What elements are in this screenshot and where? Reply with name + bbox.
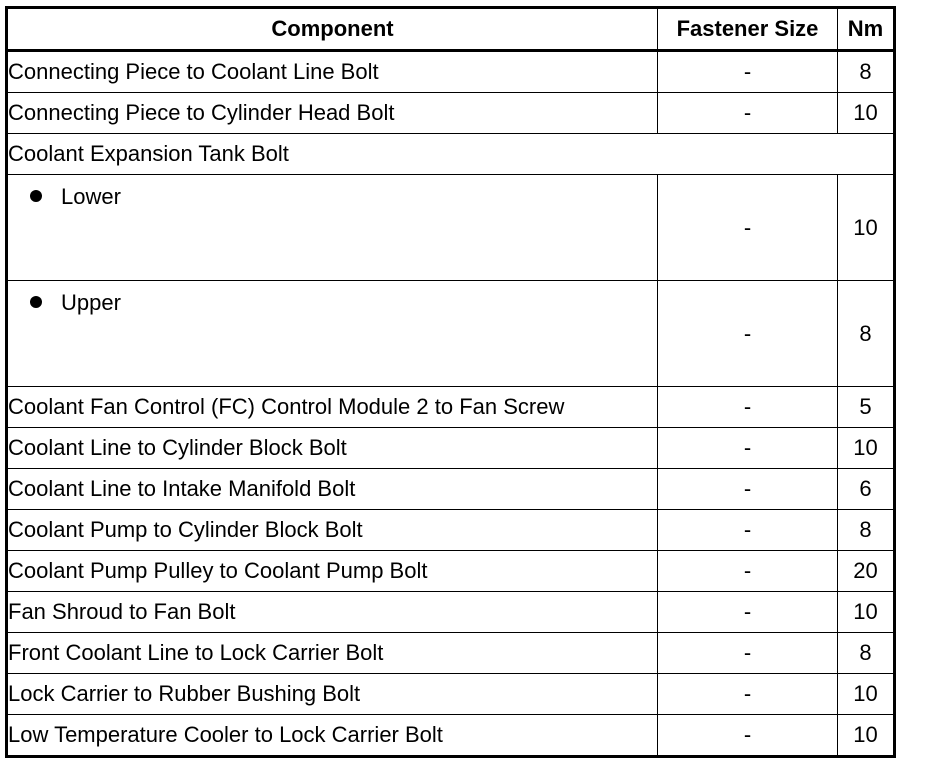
table-row [7, 428, 895, 469]
fastener-size-cell: - [658, 387, 838, 428]
component-cell: Coolant Line to Intake Manifold Bolt [7, 469, 658, 510]
table-group-row [7, 134, 895, 175]
component-cell: Connecting Piece to Coolant Line Bolt [7, 51, 658, 93]
table-row [7, 674, 895, 715]
component-cell: Coolant Line to Cylinder Block Bolt [7, 428, 658, 469]
component-cell: Front Coolant Line to Lock Carrier Bolt [7, 633, 658, 674]
torque-value-cell: 10 [838, 428, 895, 469]
component-cell: Low Temperature Cooler to Lock Carrier Bolt [7, 715, 658, 757]
torque-value-cell: 6 [838, 469, 895, 510]
component-cell: Coolant Pump to Cylinder Block Bolt [7, 510, 658, 551]
table-header-row [7, 8, 895, 51]
component-sub-item-cell [7, 281, 658, 387]
component-cell: Lock Carrier to Rubber Bushing Bolt [7, 674, 658, 715]
fastener-size-cell: - [658, 469, 838, 510]
fastener-size-column-header: Fastener Size [658, 8, 838, 51]
table-row [7, 175, 895, 281]
fastener-size-cell: - [658, 551, 838, 592]
torque-value-cell: 5 [838, 387, 895, 428]
table-row [7, 592, 895, 633]
fastener-size-cell: - [658, 281, 838, 387]
bullet-icon [30, 296, 42, 308]
sub-item-label: Upper [61, 290, 121, 315]
nm-column-header: Nm [838, 8, 895, 51]
fastener-size-cell: - [658, 428, 838, 469]
component-sub-item-cell [7, 175, 658, 281]
torque-value-cell: 8 [838, 281, 895, 387]
table-row [7, 715, 895, 757]
torque-value-cell: 8 [838, 510, 895, 551]
torque-value-cell: 10 [838, 592, 895, 633]
torque-value-cell: 8 [838, 633, 895, 674]
torque-value-cell: 20 [838, 551, 895, 592]
fastener-size-cell: - [658, 51, 838, 93]
table-row [7, 51, 895, 93]
fastener-size-cell: - [658, 510, 838, 551]
table-row [7, 469, 895, 510]
table-row [7, 281, 895, 387]
component-column-header: Component [7, 8, 658, 51]
torque-value-cell: 10 [838, 175, 895, 281]
fastener-size-cell: - [658, 175, 838, 281]
table-row [7, 633, 895, 674]
component-cell: Fan Shroud to Fan Bolt [7, 592, 658, 633]
component-cell: Connecting Piece to Cylinder Head Bolt [7, 93, 658, 134]
table-row [7, 387, 895, 428]
fastener-specification-table [5, 6, 896, 758]
component-cell: Coolant Pump Pulley to Coolant Pump Bolt [7, 551, 658, 592]
component-cell: Coolant Fan Control (FC) Control Module 2 to Fan Screw [7, 387, 658, 428]
fastener-size-cell: - [658, 592, 838, 633]
fastener-size-cell: - [658, 715, 838, 757]
torque-value-cell: 8 [838, 51, 895, 93]
table-row [7, 551, 895, 592]
fastener-size-cell: - [658, 93, 838, 134]
table-row [7, 93, 895, 134]
torque-value-cell: 10 [838, 93, 895, 134]
fastener-size-cell: - [658, 674, 838, 715]
fastener-size-cell: - [658, 633, 838, 674]
sub-item-label: Lower [61, 184, 121, 209]
component-group-cell: Coolant Expansion Tank Bolt [7, 134, 895, 175]
bullet-icon [30, 190, 42, 202]
table-row [7, 510, 895, 551]
torque-value-cell: 10 [838, 715, 895, 757]
torque-value-cell: 10 [838, 674, 895, 715]
